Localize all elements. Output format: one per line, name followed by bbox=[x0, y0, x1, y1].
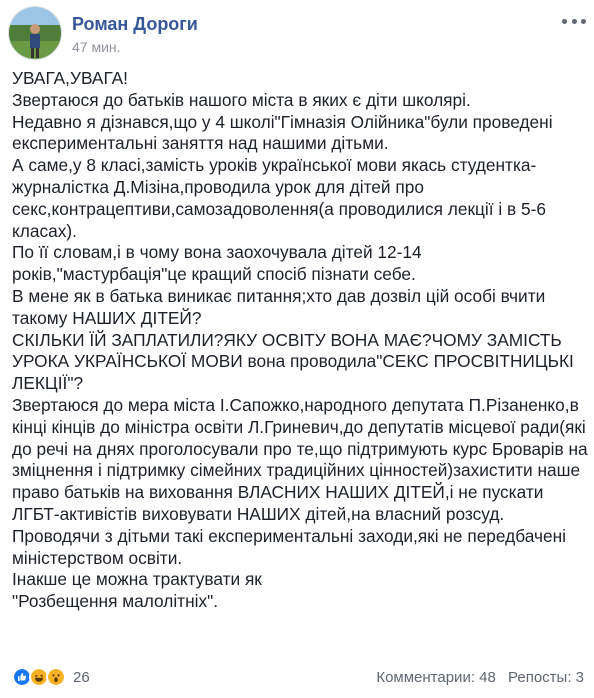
post-timestamp[interactable]: 47 мин. bbox=[72, 39, 121, 55]
post-header bbox=[8, 6, 586, 58]
post-text-line: "Розбещення малолітніх". bbox=[12, 591, 219, 612]
menu-dot bbox=[581, 19, 586, 24]
post-text-line: років,"мастурбація"це кращий спосіб пізнати себе. bbox=[12, 264, 416, 285]
reactions-summary[interactable] bbox=[12, 667, 90, 687]
post-text-line: класах). bbox=[12, 220, 77, 241]
post-text-line: ЛГБТ-активістів виховувати НАШИХ дітей,на власний розсуд. bbox=[12, 503, 505, 524]
post-text-line: зміцнення і підтримку сімейних традиційних цінностей)захистити наше bbox=[12, 460, 581, 481]
menu-dot bbox=[572, 19, 577, 24]
post-stats bbox=[376, 669, 584, 686]
post-text-line: до речі на днях проголосували про те,що підтримують курс Броварів на bbox=[12, 438, 588, 459]
post-text-line: право батьків на виховання ВЛАСНИХ НАШИХ ДІТЕЙ,і не пускати bbox=[12, 482, 544, 503]
post-text-line: Звертаюся до мера міста І.Сапожко,народного депутата П.Різаненко,в bbox=[12, 394, 579, 415]
shares-count-link[interactable]: Репосты: 3 bbox=[508, 668, 584, 686]
post-text-line: СКІЛЬКИ ЇЙ ЗАПЛАТИЛИ?ЯКУ ОСВІТУ ВОНА МАЄ?ЧОМУ ЗАМІСТЬ bbox=[12, 329, 562, 350]
menu-dot bbox=[562, 19, 567, 24]
author-name-link[interactable]: Роман Дороги bbox=[72, 14, 198, 34]
avatar-photo bbox=[9, 7, 62, 60]
post-text-line: По її словам,і в чому вона заохочувала дітей 12-14 bbox=[12, 242, 422, 263]
post-footer bbox=[12, 664, 584, 690]
post-text-line: такому НАШИХ ДІТЕЙ? bbox=[12, 307, 202, 328]
author-avatar[interactable] bbox=[8, 6, 62, 60]
post-text-line: кінці кінців до міністра освіти Л.Гриневич,до депутатів місцевої ради(які bbox=[12, 416, 586, 437]
post-text-line: ЛЕКЦІЇ"? bbox=[12, 373, 84, 394]
reaction-count: 26 bbox=[73, 668, 90, 686]
post-text-line: А саме,у 8 класі,замість уроків української мови якась студентка- bbox=[12, 155, 537, 176]
post-text-line: УРОКА УКРАЇНСЬКОЇ МОВИ вона проводила"СЕКС ПРОСВІТНИЦЬКІ bbox=[12, 351, 574, 372]
post-text-line: Недавно я дізнався,що у 4 школі"Гімназія Олійника"були проведені bbox=[12, 111, 553, 132]
wow-icon bbox=[46, 667, 66, 687]
post-text-line: Інакше це можна трактувати як bbox=[12, 569, 262, 590]
post-text-line: міністерством освіти. bbox=[12, 547, 183, 568]
post-text-line: В мене як в батька виникає питання;хто дав дозвіл цій особі вчити bbox=[12, 285, 546, 306]
post-text bbox=[12, 68, 586, 613]
post-text-line: УВАГА,УВАГА! bbox=[12, 68, 128, 88]
post-text-line: експериментальні заняття над нашими дітьми. bbox=[12, 133, 389, 154]
post-text-line: Звертаюся до батьків нашого міста в яких є діти школярі. bbox=[12, 89, 471, 110]
post-text-line: Проводячи з дітьми такі експериментальні заходи,які не передбачені bbox=[12, 525, 566, 546]
post-text-line: секс,контрацептиви,самозадоволення(а проводилися лекції і в 5-6 bbox=[12, 198, 546, 219]
comments-count-link[interactable]: Комментарии: 48 bbox=[376, 668, 496, 686]
more-options-icon[interactable] bbox=[562, 12, 586, 30]
post-text-line: журналістка Д.Мізіна,проводила урок для дітей про bbox=[12, 176, 424, 197]
